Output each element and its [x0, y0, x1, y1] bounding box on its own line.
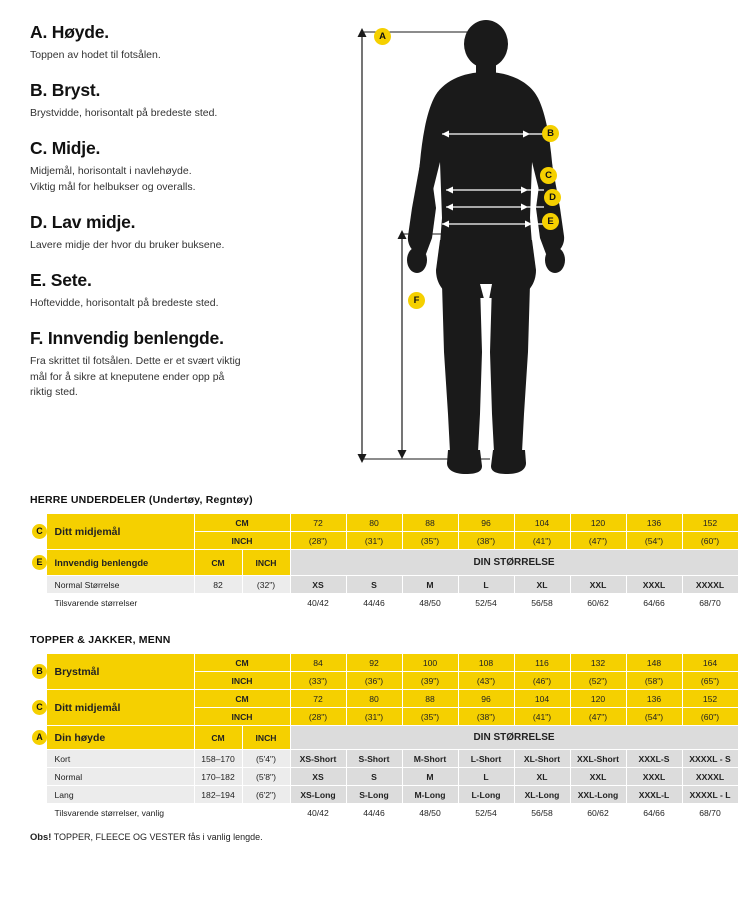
body-measurement-figure	[330, 22, 686, 482]
definition-c-title: C. Midje.	[30, 138, 101, 159]
cell: 116	[514, 654, 570, 672]
cell: (54")	[626, 532, 682, 550]
figure-badge-e: E	[542, 213, 559, 230]
size-cell: XXXXL - S	[682, 750, 738, 768]
size-cell: XXL-Short	[570, 750, 626, 768]
row-label-normal: Normal	[46, 768, 194, 786]
badge-e: E	[32, 555, 47, 570]
table-row	[30, 576, 738, 594]
cell: (43")	[458, 672, 514, 690]
unit-inch: INCH	[242, 726, 290, 750]
size-cell: XS-Short	[290, 750, 346, 768]
cell: (39")	[402, 672, 458, 690]
size-cell: XXXXL	[682, 576, 738, 594]
unit-inch: INCH	[194, 532, 290, 550]
body-silhouette-icon	[330, 22, 686, 482]
cell: 96	[458, 690, 514, 708]
row-letter-e	[30, 550, 46, 576]
cell: 100	[402, 654, 458, 672]
spacer	[30, 804, 46, 822]
definition-d-text	[30, 238, 330, 253]
size-cell: L	[458, 768, 514, 786]
size-cell: XXXL	[626, 768, 682, 786]
row-label-short: Kort	[46, 750, 194, 768]
size-cell: XXXXL	[682, 768, 738, 786]
cell: (35")	[402, 532, 458, 550]
cell: (52")	[570, 672, 626, 690]
figure-badge-d: D	[544, 189, 561, 206]
cell: (36")	[346, 672, 402, 690]
cell: 52/54	[458, 804, 514, 822]
cell: (60")	[682, 532, 738, 550]
size-cell: XXXXL - L	[682, 786, 738, 804]
definition-a-text	[30, 48, 330, 63]
table-1-mens-underwear	[30, 513, 739, 612]
size-cell: XL	[514, 576, 570, 594]
cell: 136	[626, 514, 682, 532]
cell: (47")	[570, 532, 626, 550]
table-row	[30, 594, 738, 612]
figure-badge-f: F	[408, 292, 425, 309]
definition-c-line-2: Viktig mål for helbukser og overalls.	[30, 180, 196, 193]
definition-d-line-1: Lavere midje der hvor du bruker buksene.	[30, 238, 225, 251]
definition-e-line-1: Hoftevidde, horisontalt på bredeste sted.	[30, 297, 219, 310]
cell: 40/42	[290, 594, 346, 612]
size-cell: M	[402, 576, 458, 594]
cell: (33")	[290, 672, 346, 690]
spacer	[30, 576, 46, 594]
size-cell: XXL-Long	[570, 786, 626, 804]
figure-badge-c: C	[540, 167, 557, 184]
figure-badge-a: A	[374, 28, 391, 45]
cell: 68/70	[682, 804, 738, 822]
definition-f	[30, 328, 330, 400]
size-header: DIN STØRRELSE	[290, 726, 738, 750]
spacer	[30, 750, 46, 768]
figure-badge-b: B	[542, 125, 559, 142]
note-text: TOPPER, FLEECE OG VESTER fås i vanlig lengde.	[51, 832, 263, 842]
definition-b-text	[30, 106, 330, 121]
cell: 80	[346, 514, 402, 532]
definition-f-line-2: mål for å sikre at kneputene ender opp på	[30, 370, 225, 383]
spacer	[30, 594, 46, 612]
cell: 82	[194, 576, 242, 594]
cell: 56/58	[514, 594, 570, 612]
table-row	[30, 514, 738, 532]
cell: 182–194	[194, 786, 242, 804]
definition-b	[30, 80, 330, 121]
definition-b-line-1: Brystvidde, horisontalt på bredeste sted.	[30, 107, 218, 120]
table-row	[30, 550, 738, 576]
cell: 104	[514, 690, 570, 708]
definition-e	[30, 270, 330, 311]
unit-cm: CM	[194, 654, 290, 672]
cell: 158–170	[194, 750, 242, 768]
cell: 84	[290, 654, 346, 672]
unit-inch: INCH	[242, 550, 290, 576]
cell: (38")	[458, 532, 514, 550]
badge-c: C	[32, 524, 47, 539]
row-label-normal: Normal Størrelse	[46, 576, 194, 594]
cell: (28")	[290, 532, 346, 550]
definition-e-title: E. Sete.	[30, 270, 92, 291]
definition-f-text	[30, 354, 330, 400]
cell: 120	[570, 690, 626, 708]
cell: 68/70	[682, 594, 738, 612]
cell: 60/62	[570, 594, 626, 612]
row-label-chest: Brystmål	[46, 654, 194, 690]
definition-e-text	[30, 296, 330, 311]
spacer	[30, 786, 46, 804]
cell: 44/46	[346, 594, 402, 612]
size-cell: XL-Short	[514, 750, 570, 768]
cell: (47")	[570, 708, 626, 726]
size-cell: L-Long	[458, 786, 514, 804]
table-2-mens-tops-jackets	[30, 653, 739, 822]
cell: 104	[514, 514, 570, 532]
cell: (41")	[514, 532, 570, 550]
unit-inch: INCH	[194, 672, 290, 690]
table-row	[30, 804, 738, 822]
table-row	[30, 768, 738, 786]
size-cell: XXL	[570, 768, 626, 786]
cell: 148	[626, 654, 682, 672]
cell: 152	[682, 514, 738, 532]
size-cell: S	[346, 576, 402, 594]
size-cell: XS-Long	[290, 786, 346, 804]
cell: 44/46	[346, 804, 402, 822]
cell: 132	[570, 654, 626, 672]
definition-f-line-1: Fra skrittet til fotsålen. Dette er et svært viktig	[30, 355, 241, 368]
cell: 108	[458, 654, 514, 672]
cell: 52/54	[458, 594, 514, 612]
cell: 48/50	[402, 804, 458, 822]
size-cell: XXL	[570, 576, 626, 594]
table-row	[30, 786, 738, 804]
definitions-list	[0, 22, 330, 482]
size-cell: XXXL-L	[626, 786, 682, 804]
badge-b: B	[32, 664, 47, 679]
cell: (32")	[242, 576, 290, 594]
row-letter-b	[30, 654, 46, 690]
cell: (46")	[514, 672, 570, 690]
unit-cm: CM	[194, 726, 242, 750]
unit-cm: CM	[194, 514, 290, 532]
cell: 88	[402, 690, 458, 708]
cell: (5'8")	[242, 768, 290, 786]
definition-a-line-1: Toppen av hodet til fotsålen.	[30, 49, 161, 61]
size-cell: M	[402, 768, 458, 786]
spacer	[30, 768, 46, 786]
table-2-note	[30, 831, 670, 842]
definition-d	[30, 212, 330, 253]
size-cell: S-Short	[346, 750, 402, 768]
cell: 56/58	[514, 804, 570, 822]
badge-a: A	[32, 730, 47, 745]
definition-b-title: B. Bryst.	[30, 80, 101, 101]
definition-c-text	[30, 164, 330, 194]
size-cell: L-Short	[458, 750, 514, 768]
unit-cm: CM	[194, 550, 242, 576]
definition-d-title: D. Lav midje.	[30, 211, 136, 232]
cell: 92	[346, 654, 402, 672]
row-label-equivalent: Tilsvarende størrelser, vanlig	[46, 804, 290, 822]
row-label-inseam: Innvendig benlengde	[46, 550, 194, 576]
row-label-waist: Ditt midjemål	[46, 514, 194, 550]
size-cell: M-Long	[402, 786, 458, 804]
unit-cm: CM	[194, 690, 290, 708]
cell: (41")	[514, 708, 570, 726]
size-header: DIN STØRRELSE	[290, 550, 738, 576]
row-label-equivalent: Tilsvarende størrelser	[46, 594, 290, 612]
cell: 164	[682, 654, 738, 672]
cell: 40/42	[290, 804, 346, 822]
size-cell: L	[458, 576, 514, 594]
top-section	[0, 0, 686, 482]
cell: (31")	[346, 532, 402, 550]
row-letter-a	[30, 726, 46, 750]
cell: 72	[290, 514, 346, 532]
cell: 136	[626, 690, 682, 708]
cell: 152	[682, 690, 738, 708]
cell: 72	[290, 690, 346, 708]
cell: (6'2")	[242, 786, 290, 804]
cell: (28")	[290, 708, 346, 726]
size-cell: XXXL	[626, 576, 682, 594]
size-cell: M-Short	[402, 750, 458, 768]
size-cell: XL	[514, 768, 570, 786]
definition-c-line-1: Midjemål, horisontalt i navlehøyde.	[30, 165, 192, 178]
cell: (35")	[402, 708, 458, 726]
table-1-section	[0, 494, 725, 612]
cell: 88	[402, 514, 458, 532]
cell: (60")	[682, 708, 738, 726]
badge-c: C	[32, 700, 47, 715]
cell: 60/62	[570, 804, 626, 822]
table-row	[30, 726, 738, 750]
cell: 120	[570, 514, 626, 532]
table-row	[30, 654, 738, 672]
cell: 80	[346, 690, 402, 708]
cell: 64/66	[626, 594, 682, 612]
definition-f-title: F. Innvendig benlengde.	[30, 328, 224, 349]
cell: (5'4")	[242, 750, 290, 768]
size-cell: S-Long	[346, 786, 402, 804]
size-cell: XS	[290, 576, 346, 594]
cell: (31")	[346, 708, 402, 726]
size-cell: XXXL-S	[626, 750, 682, 768]
table-1-caption: HERRE UNDERDELER (Undertøy, Regntøy)	[30, 494, 253, 506]
cell: (38")	[458, 708, 514, 726]
cell: (54")	[626, 708, 682, 726]
section-spacer	[0, 612, 686, 622]
cell: (58")	[626, 672, 682, 690]
cell: (65")	[682, 672, 738, 690]
row-label-height: Din høyde	[46, 726, 194, 750]
row-label-long: Lang	[46, 786, 194, 804]
table-row	[30, 690, 738, 708]
size-cell: XL-Long	[514, 786, 570, 804]
table-2-section	[0, 634, 731, 842]
size-cell: XS	[290, 768, 346, 786]
definition-f-line-3: riktig sted.	[30, 385, 78, 398]
table-2-caption: TOPPER & JAKKER, MENN	[30, 634, 171, 646]
cell: 170–182	[194, 768, 242, 786]
definition-a	[30, 22, 330, 63]
row-label-waist: Ditt midjemål	[46, 690, 194, 726]
cell: 96	[458, 514, 514, 532]
definition-a-title: A. Høyde.	[30, 22, 109, 42]
cell: 64/66	[626, 804, 682, 822]
cell: 48/50	[402, 594, 458, 612]
table-row	[30, 750, 738, 768]
unit-inch: INCH	[194, 708, 290, 726]
note-label: Obs!	[30, 831, 52, 842]
size-cell: S	[346, 768, 402, 786]
row-letter-c	[30, 514, 46, 550]
definition-c	[30, 138, 330, 194]
row-letter-c	[30, 690, 46, 726]
